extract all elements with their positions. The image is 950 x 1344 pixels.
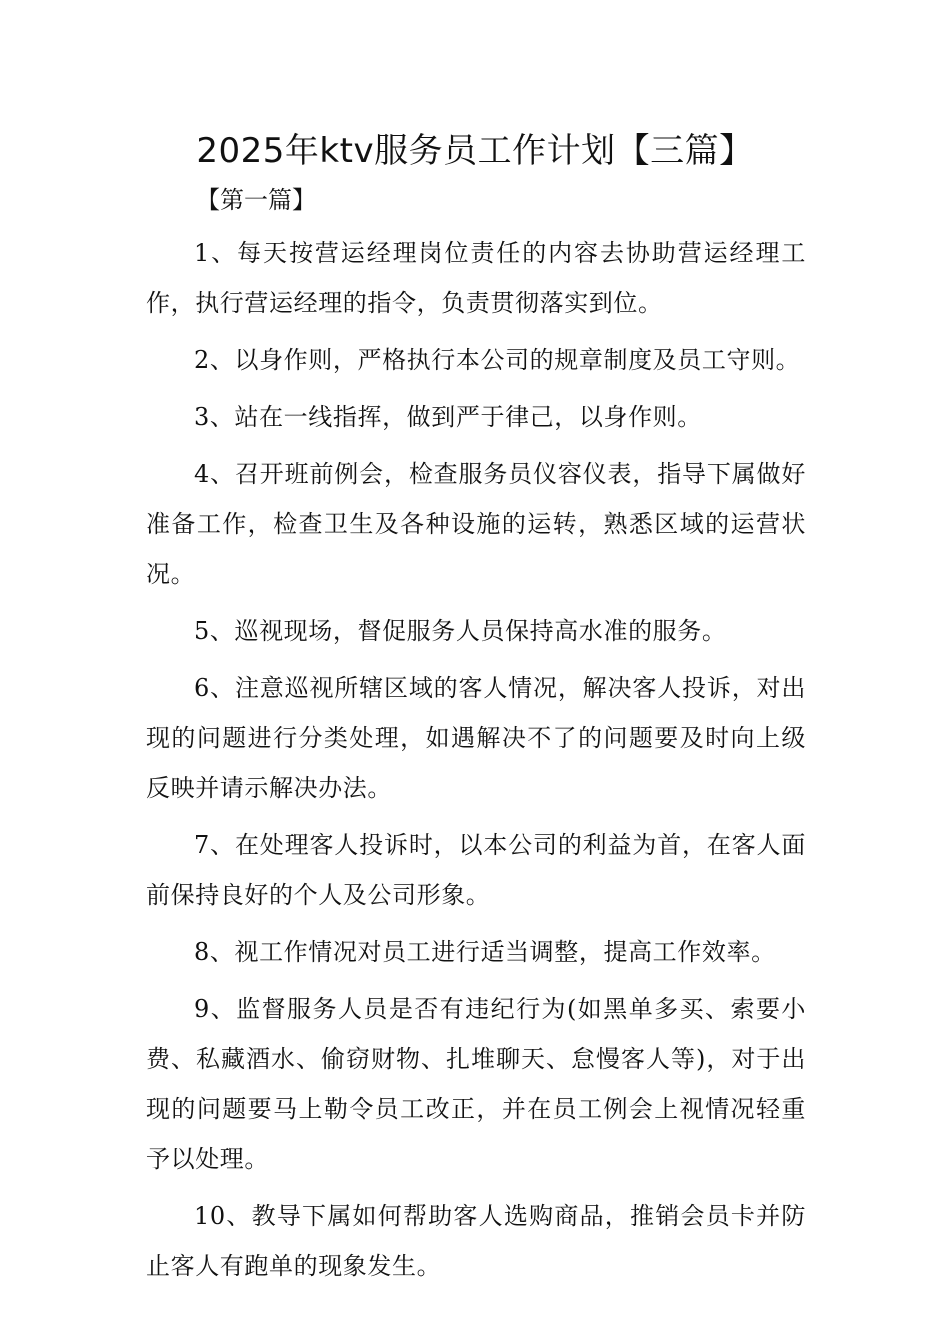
paragraph-5: 5、巡视现场，督促服务人员保持高水准的服务。 <box>194 617 727 645</box>
paragraph-3: 3、站在一线指挥，做到严于律己，以身作则。 <box>194 403 702 431</box>
paragraph-9: 9、监督服务人员是否有违纪行为(如黑单多买、索要小费、私藏酒水、偷窃财物、扎堆聊天、怠慢客人等)，对于出现的问题要马上勒令员工改正，并在员工例会上视情况轻重予以处理。 <box>146 995 806 1173</box>
paragraph-7: 7、在处理客人投诉时，以本公司的利益为首，在客人面前保持良好的个人及公司形象。 <box>146 831 806 909</box>
section-label: 【第一篇】 <box>196 186 316 214</box>
document-body <box>146 228 806 1298</box>
paragraph-10: 10、教导下属如何帮助客人选购商品，推销会员卡并防止客人有跑单的现象发生。 <box>146 1202 806 1280</box>
paragraph-8: 8、视工作情况对员工进行适当调整，提高工作效率。 <box>194 938 776 966</box>
paragraph-4: 4、召开班前例会，检查服务员仪容仪表，指导下属做好准备工作，检查卫生及各种设施的运转，熟悉区域的运营状况。 <box>146 460 806 588</box>
paragraph-2: 2、以身作则，严格执行本公司的规章制度及员工守则。 <box>194 346 801 374</box>
document-title: 2025年ktv服务员工作计划【三篇】 <box>196 131 754 171</box>
paragraph-6: 6、注意巡视所辖区域的客人情况，解决客人投诉，对出现的问题进行分类处理，如遇解决不了的问题要及时向上级反映并请示解决办法。 <box>146 674 806 802</box>
paragraph-1: 1、每天按营运经理岗位责任的内容去协助营运经理工作，执行营运经理的指令，负责贯彻落实到位。 <box>146 239 806 317</box>
